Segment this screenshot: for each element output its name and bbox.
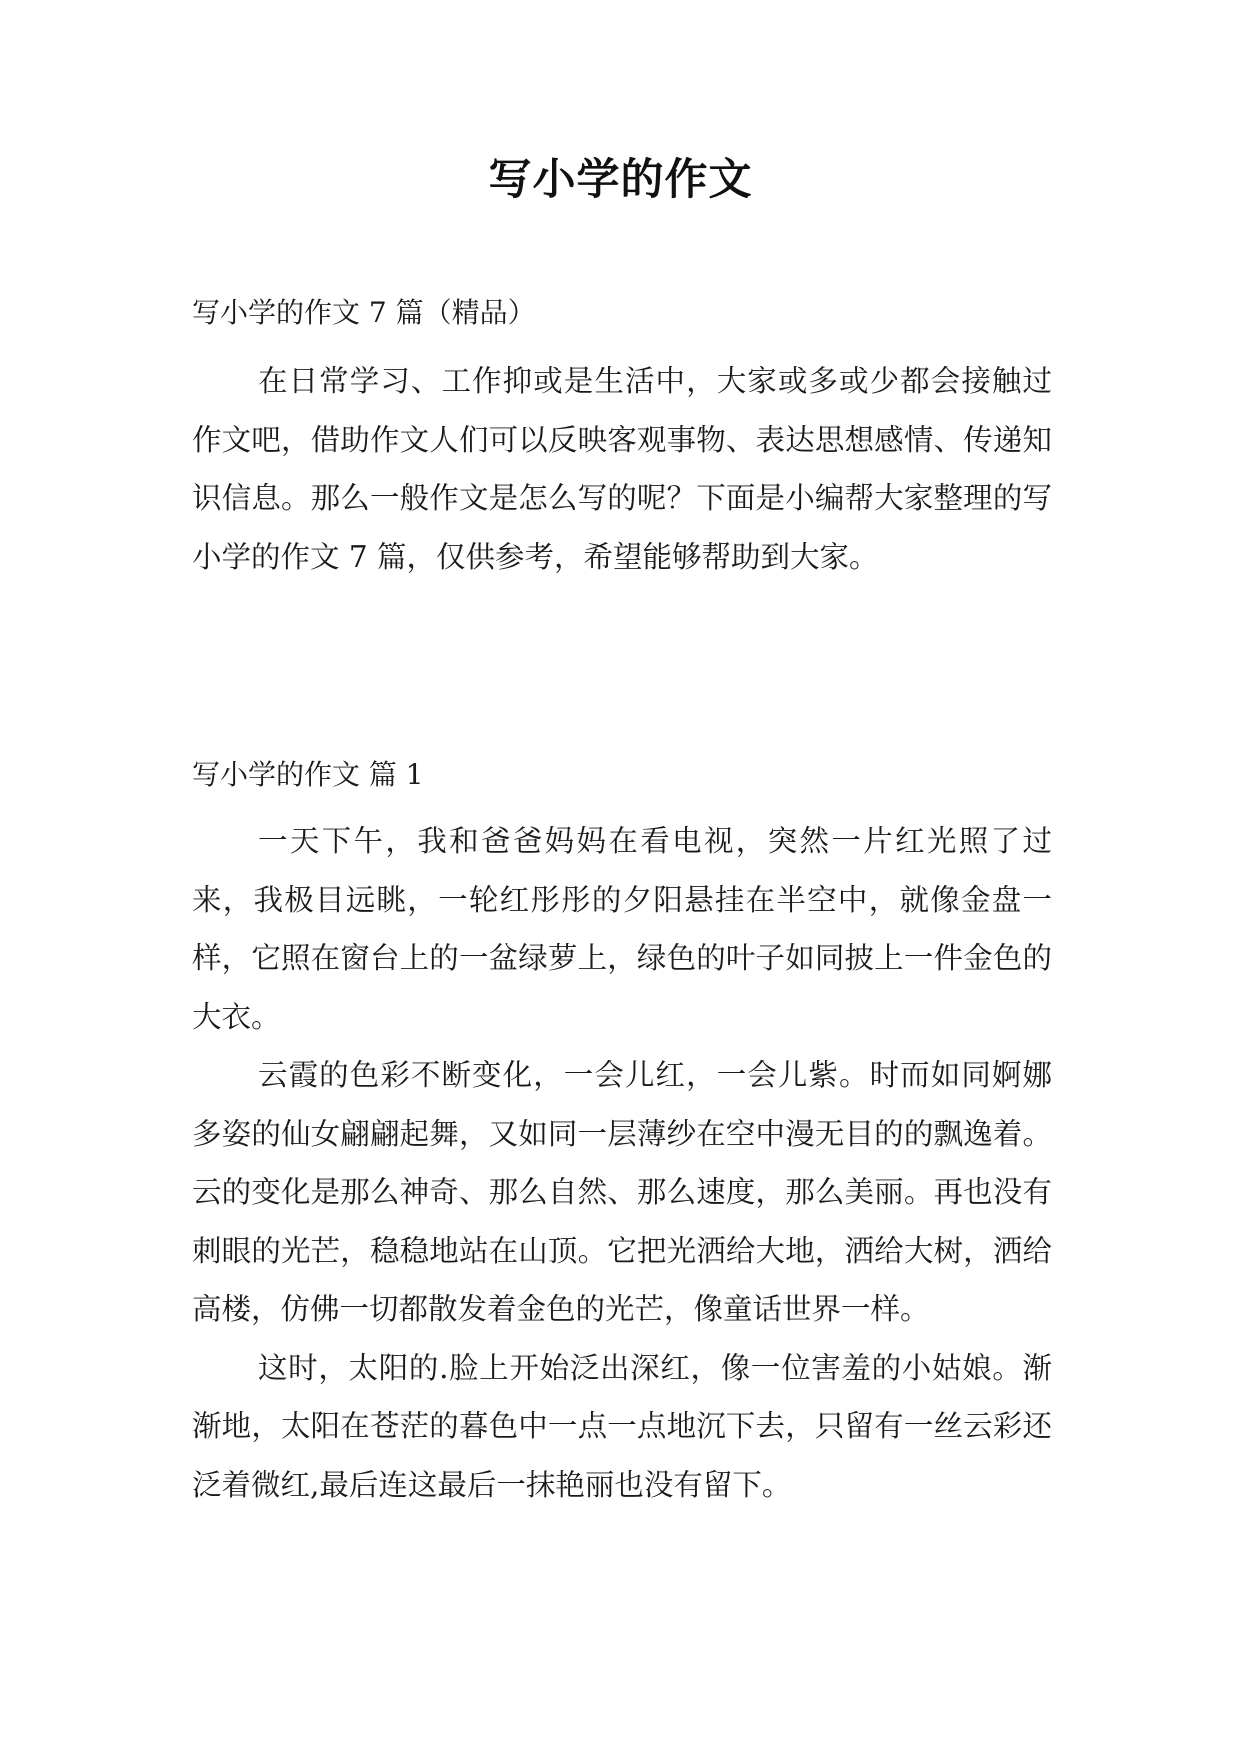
body-paragraph: 这时，太阳的.脸上开始泛出深红，像一位害羞的小姑娘。渐渐地，太阳在苍茫的暮色中一点一点地沉下去，只留有一丝云彩还泛着微红,最后连这最后一抹艳丽也没有留下。 <box>192 1350 1052 1502</box>
body-paragraph: 云霞的色彩不断变化，一会儿红，一会儿紫。时而如同婀娜多姿的仙女翩翩起舞，又如同一层薄纱在空中漫无目的的飘逸着。云的变化是那么神奇、那么自然、那么速度，那么美丽。再也没有刺眼的光芒，稳稳地站在山顶。它把光洒给大地，洒给大树，洒给高楼，仿佛一切都散发着金色的光芒，像童话世界一样。 <box>192 1058 1052 1326</box>
document-subtitle: 写小学的作文 7 篇（精品） <box>192 296 536 329</box>
intro-block <box>192 352 1052 586</box>
document-title: 写小学的作文 <box>488 155 753 205</box>
body-paragraph: 一天下午，我和爸爸妈妈在看电视，突然一片红光照了过来，我极目远眺，一轮红彤彤的夕阳悬挂在半空中，就像金盘一样，它照在窗台上的一盆绿萝上，绿色的叶子如同披上一件金色的大衣。 <box>192 824 1052 1034</box>
section-heading: 写小学的作文 篇 1 <box>192 758 424 791</box>
section-body <box>192 812 1052 1514</box>
intro-paragraph: 在日常学习、工作抑或是生活中，大家或多或少都会接触过作文吧，借助作文人们可以反映客观事物、表达思想感情、传递知识信息。那么一般作文是怎么写的呢？下面是小编帮大家整理的写小学的作文 7 篇，仅供参考，希望能够帮助到大家。 <box>192 364 1052 574</box>
